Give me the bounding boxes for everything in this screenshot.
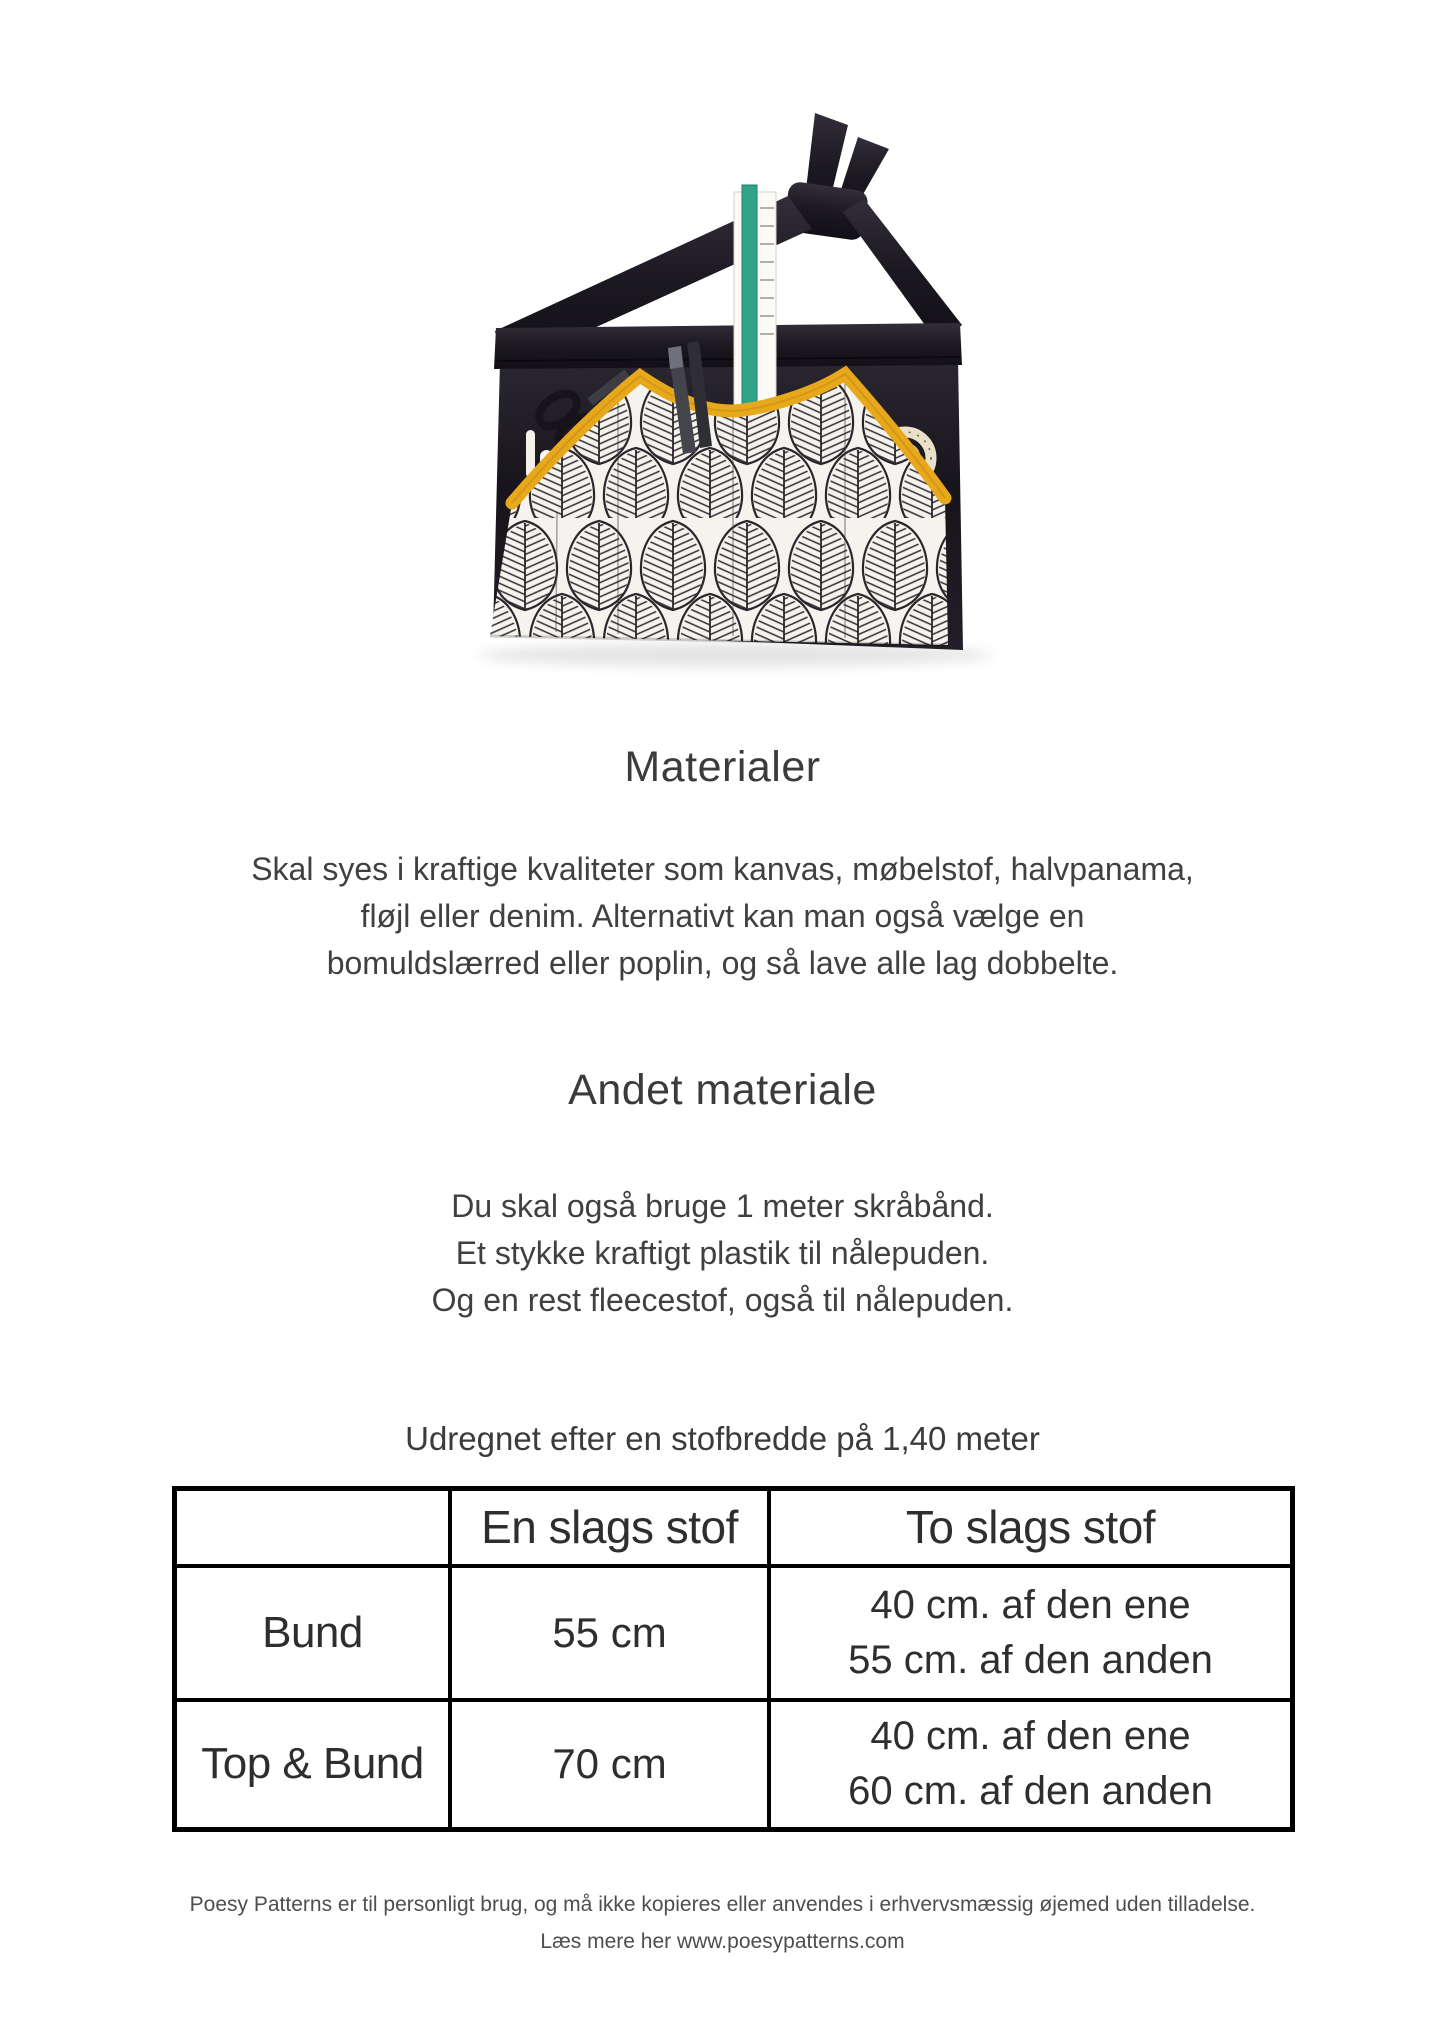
- footer: [0, 1886, 1445, 1960]
- apron-right-strap: [843, 199, 962, 343]
- materials-title: Materialer: [624, 743, 821, 791]
- other-material-title: Andet materiale: [568, 1066, 877, 1114]
- footer-copyright-line: Poesy Patterns er til personligt brug, og må ikke kopieres eller anvendes i erhvervsmæssig øjemed uden tilladelse.: [189, 1893, 1256, 1916]
- two-fabrics-value: [769, 1566, 1293, 1700]
- table-header-row: [175, 1489, 1293, 1566]
- two-fabrics-line: 40 cm. af den ene: [870, 1582, 1191, 1627]
- header-one-fabric: En slags stof: [450, 1489, 769, 1566]
- two-fabrics-line: 60 cm. af den anden: [848, 1769, 1213, 1814]
- other-material-paragraph: [0, 1183, 1445, 1324]
- fabric-requirements-table: [172, 1486, 1295, 1832]
- fabric-table-caption: Udregnet efter en stofbredde på 1,40 meter: [405, 1420, 1040, 1457]
- footer-website-line: Læs mere her www.poesypatterns.com: [540, 1930, 905, 1953]
- apron-photo: [340, 80, 1120, 690]
- green-pencil: [742, 185, 757, 413]
- header-empty-cell: [175, 1489, 451, 1566]
- row-label: Bund: [175, 1566, 451, 1700]
- materials-line: fløjl eller denim. Alternativt kan man også vælge en: [360, 898, 1085, 934]
- apron-illustration: [340, 80, 1120, 690]
- other-material-line: Du skal også bruge 1 meter skråbånd.: [451, 1188, 994, 1224]
- table-row: [175, 1700, 1293, 1830]
- materials-paragraph: [0, 846, 1445, 987]
- row-label: Top & Bund: [175, 1700, 451, 1830]
- two-fabrics-value: [769, 1700, 1293, 1830]
- one-fabric-value: 70 cm: [450, 1700, 769, 1830]
- other-material-line: Et stykke kraftigt plastik til nålepuden.: [455, 1235, 990, 1271]
- other-material-line: Og en rest fleecestof, også til nålepuden.: [431, 1282, 1014, 1318]
- header-two-fabrics: To slags stof: [769, 1489, 1293, 1566]
- two-fabrics-line: 55 cm. af den anden: [848, 1637, 1213, 1682]
- materials-line: bomuldslærred eller poplin, og så lave alle lag dobbelte.: [326, 945, 1119, 981]
- apron-waistband: [494, 323, 962, 369]
- table-row: [175, 1566, 1293, 1700]
- one-fabric-value: 55 cm: [450, 1566, 769, 1700]
- materials-line: Skal syes i kraftige kvaliteter som kanvas, møbelstof, halvpanama,: [251, 851, 1194, 887]
- two-fabrics-line: 40 cm. af den ene: [870, 1714, 1191, 1759]
